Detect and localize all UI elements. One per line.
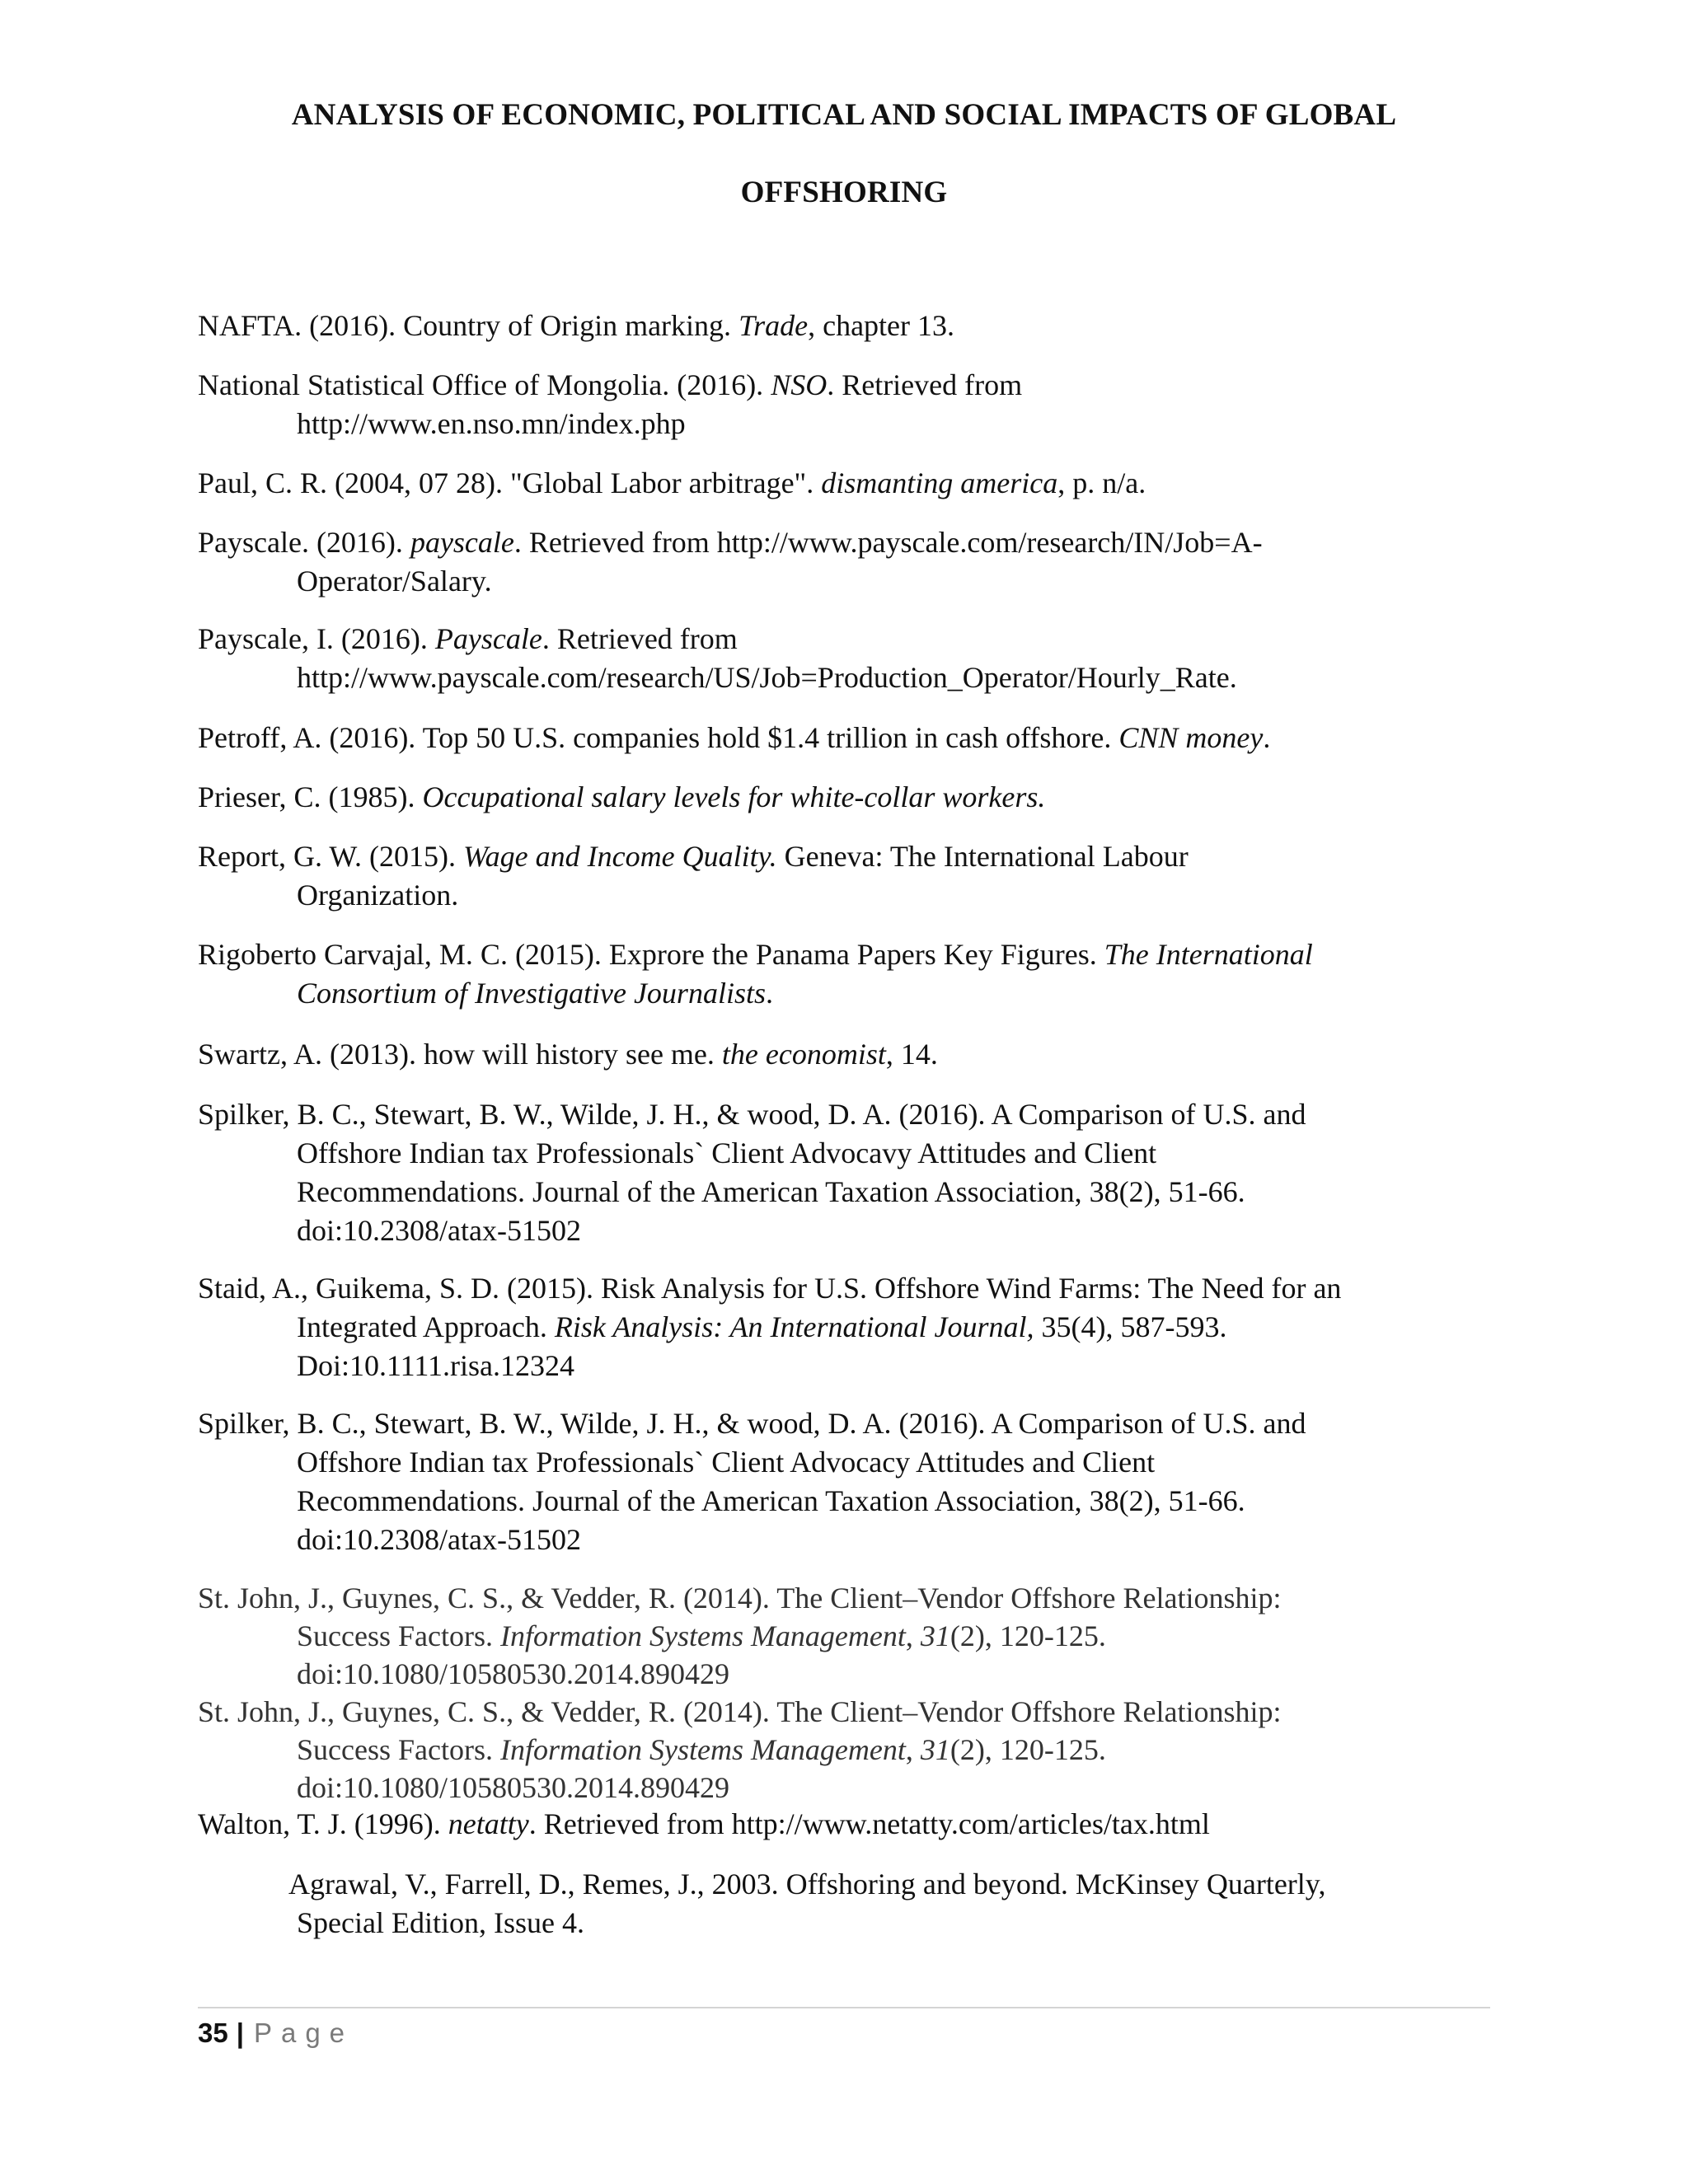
document-title-line-1: ANALYSIS OF ECONOMIC, POLITICAL AND SOCIAL IMPACTS OF GLOBAL (291, 98, 1397, 132)
page-label: Page (253, 2018, 354, 2048)
page-number: 35 (198, 2018, 228, 2048)
reference-entry: National Statistical Office of Mongolia. (2016). NSO. Retrieved from http://www.en.nso.mn/index.php (198, 366, 1500, 443)
reference-entry: Walton, T. J. (1996). netatty. Retrieved from http://www.netatty.com/articles/tax.html (198, 1807, 1210, 1840)
reference-entry: Swartz, A. (2013). how will history see me. the economist, 14. (198, 1038, 938, 1071)
reference-url: http://www.payscale.com/research/US/Job=Production_Operator/Hourly_Rate. (297, 661, 1237, 694)
reference-entry: NAFTA. (2016). Country of Origin marking. Trade, chapter 13. (198, 309, 955, 342)
footer-separator: | (236, 2018, 244, 2048)
reference-entry: St. John, J., Guynes, C. S., & Vedder, R. (2014). The Client–Vendor Offshore Relationship: Success Factors. Information Systems Management, 31(2), 120-125. doi:10.1080/10580530.2014.890429 (198, 1695, 1282, 1804)
reference-entry: Petroff, A. (2016). Top 50 U.S. companies hold $1.4 trillion in cash offshore. CNN money. (198, 721, 1271, 754)
reference-entry: St. John, J., Guynes, C. S., & Vedder, R. (2014). The Client–Vendor Offshore Relationship: Success Factors. Information Systems Management, 31(2), 120-125. doi:10.1080/10580530.2014.890429 (198, 1582, 1282, 1690)
reference-entry: Rigoberto Carvajal, M. C. (2015). Exprore the Panama Papers Key Figures. The International Consortium of Investigative Journalists. (198, 938, 1313, 1010)
reference-url: http://www.en.nso.mn/index.php (297, 407, 686, 440)
reference-entry: Agrawal, V., Farrell, D., Remes, J., 2003. Offshoring and beyond. McKinsey Quarterly, Special Edition, Issue 4. (288, 1868, 1326, 1939)
reference-entry: Spilker, B. C., Stewart, B. W., Wilde, J. H., & wood, D. A. (2016). A Comparison of U.S. and Offshore Indian tax Professionals` Client Advocavy Attitudes and Client Recommendations. Journal of the American Taxation Association, 38(2), 51-66. doi:10.2308/atax-51502 (198, 1098, 1306, 1247)
reference-entry: Staid, A., Guikema, S. D. (2015). Risk Analysis for U.S. Offshore Wind Farms: The Need for an Integrated Approach. Risk Analysis: An International Journal, 35(4), 587-593. Doi:10.1111.risa.12324 (198, 1272, 1342, 1382)
reference-entry: Payscale. (2016). payscale. Retrieved from http://www.payscale.com/research/IN/Job=A- Operator/Salary. (198, 526, 1263, 598)
reference-entry: Payscale, I. (2016). Payscale. Retrieved from http://www.payscale.com/research/US/Job=Production_Operator/Hourly_Rate. (198, 620, 1500, 697)
footer-divider (198, 2007, 1490, 2008)
document-title-line-2: OFFSHORING (740, 176, 948, 209)
reference-entry: Spilker, B. C., Stewart, B. W., Wilde, J. H., & wood, D. A. (2016). A Comparison of U.S. and Offshore Indian tax Professionals` Client Advocacy Attitudes and Client Recommendations. Journal of the American Taxation Association, 38(2), 51-66. doi:10.2308/atax-51502 (198, 1407, 1306, 1556)
reference-entry: Prieser, C. (1985). Occupational salary levels for white-collar workers. (198, 780, 1046, 813)
page-footer (198, 2018, 354, 2049)
reference-entry: Paul, C. R. (2004, 07 28). "Global Labor arbitrage". dismanting america, p. n/a. (198, 466, 1146, 499)
reference-entry: Report, G. W. (2015). Wage and Income Quality. Geneva: The International Labour Organization. (198, 840, 1189, 912)
